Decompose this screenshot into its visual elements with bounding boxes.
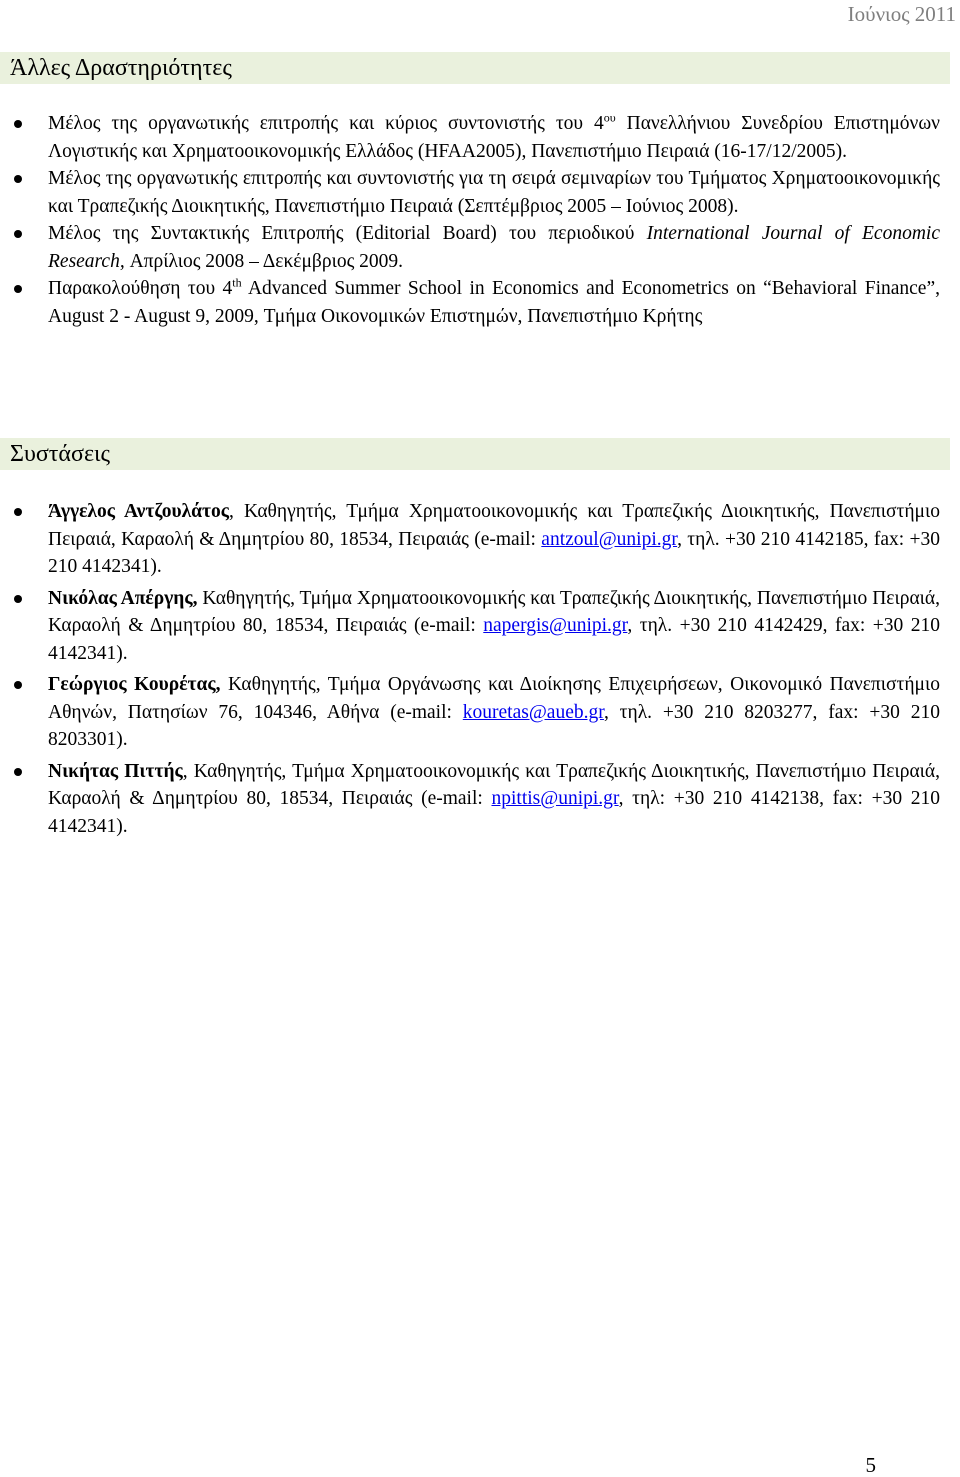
item-text: , Καθηγητής, Τμήμα Χρηματοοικονομικής και Τραπεζικής Διοικητικής, Πανεπιστήμιο Πειραιά, Καραολή & Δημητρίου 80, 18534, Πειραιάς (e-mail: (48, 760, 940, 809)
item-text: Μέλος της οργανωτικής επιτροπής και κύριος συντονιστής του 4 (48, 113, 604, 134)
list-item (0, 671, 960, 754)
bullet-icon (14, 508, 22, 516)
header-date: Ιούνιος 2011 (847, 2, 956, 26)
list-item (0, 275, 960, 330)
list-item (0, 110, 960, 165)
section-heading-other-activities: Άλλες Δραστηριότητες (0, 52, 950, 84)
item-text: Μέλος της Συντακτικής Επιτροπής (Editorial Board) του περιοδικού (48, 223, 647, 244)
email-link[interactable]: kouretas@aueb.gr (462, 701, 604, 723)
bullet-icon (14, 120, 22, 128)
item-text: , τηλ. +30 210 4142185, fax: +30 210 4142341). (48, 528, 940, 577)
bullet-icon (14, 595, 22, 603)
item-text: Παρακολούθηση του 4 (48, 278, 233, 299)
journal-title: International Journal of Economic Research, (48, 223, 940, 272)
list-item (0, 220, 960, 275)
item-text: Advanced Summer School in Economics and Econometrics on “Behavioral Finance”, August 2 - August 9, 2009, Τμήμα Οικονομικών Επιστημών, Πανεπιστήμιο Κρήτης (48, 278, 940, 327)
item-text: Απρίλιος 2008 – Δεκέμβριος 2009. (124, 250, 404, 272)
item-text: , Καθηγητής, Τμήμα Χρηματοοικονομικής και Τραπεζικής Διοικητικής, Πανεπιστήμιο Πειραιά, Καραολή & Δημητρίου 80, 18534, Πειραιάς (e-mail: (48, 501, 940, 550)
reference-name: Άγγελος Αντζουλάτος (48, 501, 230, 522)
ordinal-superscript: th (232, 275, 242, 290)
list-item (0, 165, 960, 220)
bullet-icon (14, 681, 22, 689)
bullet-icon (14, 175, 22, 183)
reference-name: Νικήτας Πιττής (48, 760, 183, 782)
bullet-icon (14, 285, 22, 293)
other-activities-list (0, 110, 960, 330)
reference-name: Νικόλας Απέργης, (48, 587, 198, 609)
item-text: Πανελλήνιου Συνεδρίου Επιστημόνων Λογιστικής και Χρηματοοικονομικής Ελλάδος (HFAA2005), Πανεπιστήμιο Πειραιά (16-17/12/2005). (48, 113, 940, 162)
ordinal-superscript: ου (603, 110, 616, 125)
references-list (0, 498, 960, 844)
bullet-icon (14, 230, 22, 238)
list-item (0, 758, 960, 841)
item-text: , τηλ. +30 210 8203277, fax: +30 210 8203301). (48, 701, 940, 750)
item-text: Καθηγητής, Τμήμα Χρηματοοικονομικής και Τραπεζικής Διοικητικής, Πανεπιστήμιο Πειραιά, Καραολή & Δημητρίου 80, 18534, Πειραιάς (e-mail: (48, 587, 940, 636)
item-text: Μέλος της οργανωτικής επιτροπής και συντονιστής για τη σειρά σεμιναρίων του Τμήματος Χρηματοοικονομικής και Τραπεζικής Διοικητικής, Πανεπιστήμιο Πειραιά (Σεπτέμβριος 2005 – Ιούνιος 2008). (48, 168, 940, 217)
list-item (0, 585, 960, 668)
reference-name: Γεώργιος Κουρέτας, (48, 674, 221, 695)
bullet-icon (14, 768, 22, 776)
section-heading-references: Συστάσεις (0, 438, 950, 470)
item-text: , τηλ: +30 210 4142138, fax: +30 210 4142341). (48, 788, 940, 837)
email-link[interactable]: antzoul@unipi.gr (541, 528, 678, 550)
item-text: Καθηγητής, Τμήμα Οργάνωσης και Διοίκησης Επιχειρήσεων, Οικονομικό Πανεπιστήμιο Αθηνών, Πατησίων 76, 104346, Αθήνα (e-mail: (48, 674, 940, 723)
list-item (0, 498, 960, 581)
email-link[interactable]: napergis@unipi.gr (483, 615, 628, 636)
page-number: 5 (865, 1453, 876, 1477)
email-link[interactable]: npittis@unipi.gr (491, 788, 619, 809)
item-text: , τηλ. +30 210 4142429, fax: +30 210 4142341). (48, 615, 940, 664)
